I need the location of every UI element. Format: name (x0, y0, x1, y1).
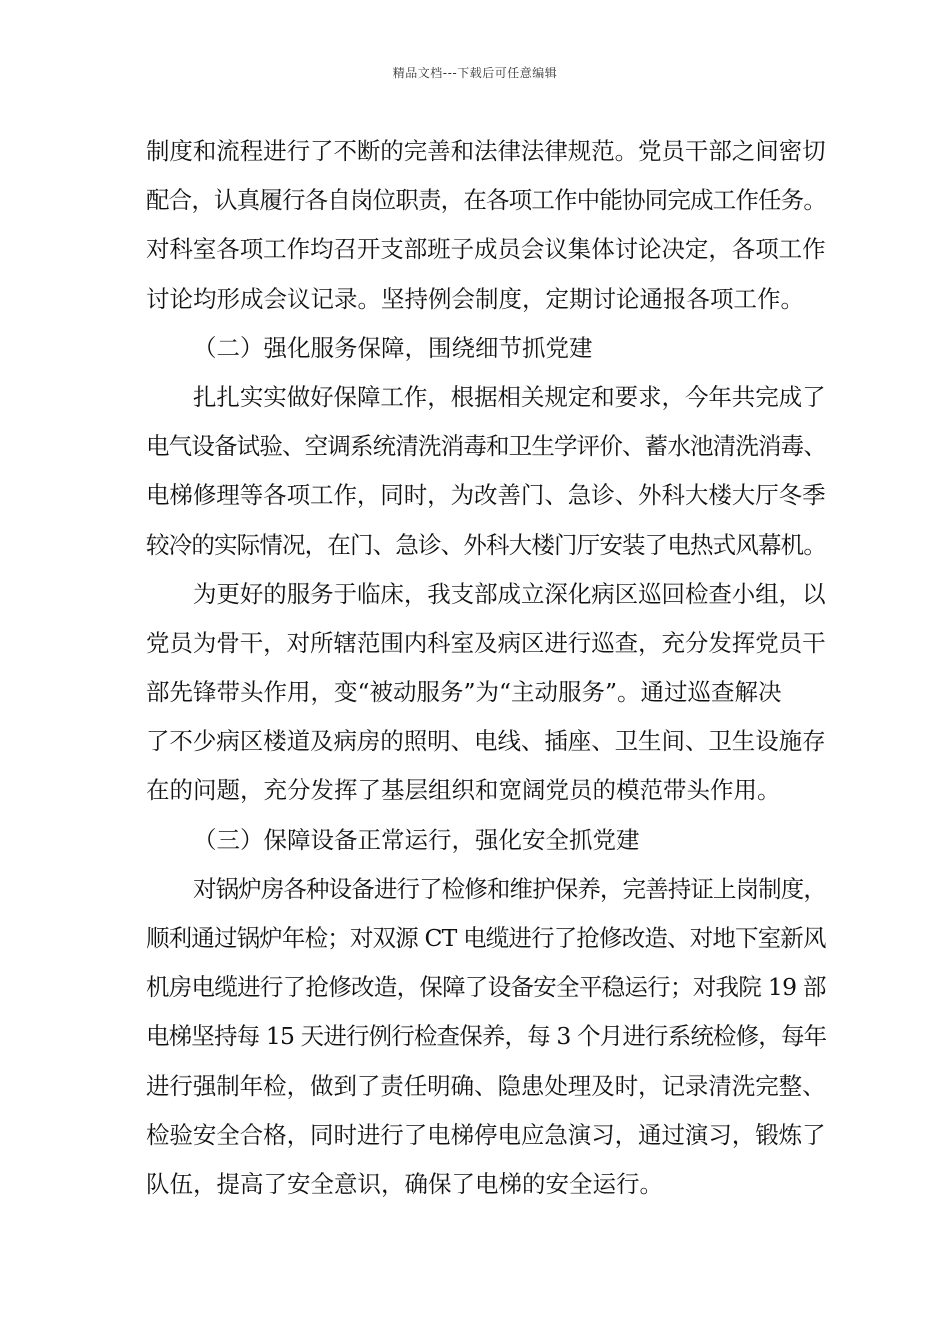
text-line: 为更好的服务于临床，我支部成立深化病区巡回检查小组，以 (193, 579, 826, 608)
text-line: 电梯坚持每 15 天进行例行检查保养，每 3 个月进行系统检修，每年 (146, 1022, 827, 1051)
text-line: 讨论均形成会议记录。坚持例会制度，定期讨论通报各项工作。 (146, 284, 804, 313)
text-line: 配合，认真履行各自岗位职责，在各项工作中能协同完成工作任务。 (146, 186, 826, 215)
text-line: （二）强化服务保障，围绕细节抓党建 (193, 333, 593, 362)
text-line: 进行强制年检，做到了责任明确、隐患处理及时，记录清洗完整、 (146, 1071, 826, 1100)
text-line: 较冷的实际情况，在门、急诊、外科大楼门厅安装了电热式风幕机。 (146, 530, 826, 559)
text-line: 对锅炉房各种设备进行了检修和维护保养，完善持证上岗制度， (193, 874, 826, 903)
text-line: 电气设备试验、空调系统清洗消毒和卫生学评价、蓄水池清洗消毒、 (146, 432, 826, 461)
text-line: 顺利通过锅炉年检；对双源 CT 电缆进行了抢修改造、对地下室新风 (146, 924, 826, 952)
text-line: 对科室各项工作均召开支部班子成员会议集体讨论决定，各项工作 (146, 235, 826, 264)
text-line: 机房电缆进行了抢修改造，保障了设备安全平稳运行；对我院 19 部 (146, 973, 826, 1002)
page-header: 精品文档---下载后可任意编辑 (392, 66, 558, 80)
text-line: 扎扎实实做好保障工作，根据相关规定和要求，今年共完成了 (193, 382, 826, 411)
text-line: （三）保障设备正常运行，强化安全抓党建 (193, 825, 640, 854)
text-line: 部先锋带头作用，变“被动服务”为“主动服务”。通过巡查解决 (146, 678, 782, 707)
text-line: 制度和流程进行了不断的完善和法律法律规范。党员干部之间密切 (146, 137, 826, 165)
text-line: 检验安全合格，同时进行了电梯停电应急演习，通过演习，锻炼了 (146, 1120, 826, 1149)
text-line: 在的问题，充分发挥了基层组织和宽阔党员的模范带头作用。 (146, 776, 781, 805)
document-body (146, 127, 826, 1209)
text-line: 了不少病区楼道及病房的照明、电线、插座、卫生间、卫生设施存 (146, 727, 826, 756)
text-line: 队伍，提高了安全意识，确保了电梯的安全运行。 (146, 1169, 663, 1198)
text-line: 电梯修理等各项工作，同时，为改善门、急诊、外科大楼大厅冬季 (146, 481, 826, 510)
text-line: 党员为骨干，对所辖范围内科室及病区进行巡查，充分发挥党员干 (146, 628, 826, 657)
